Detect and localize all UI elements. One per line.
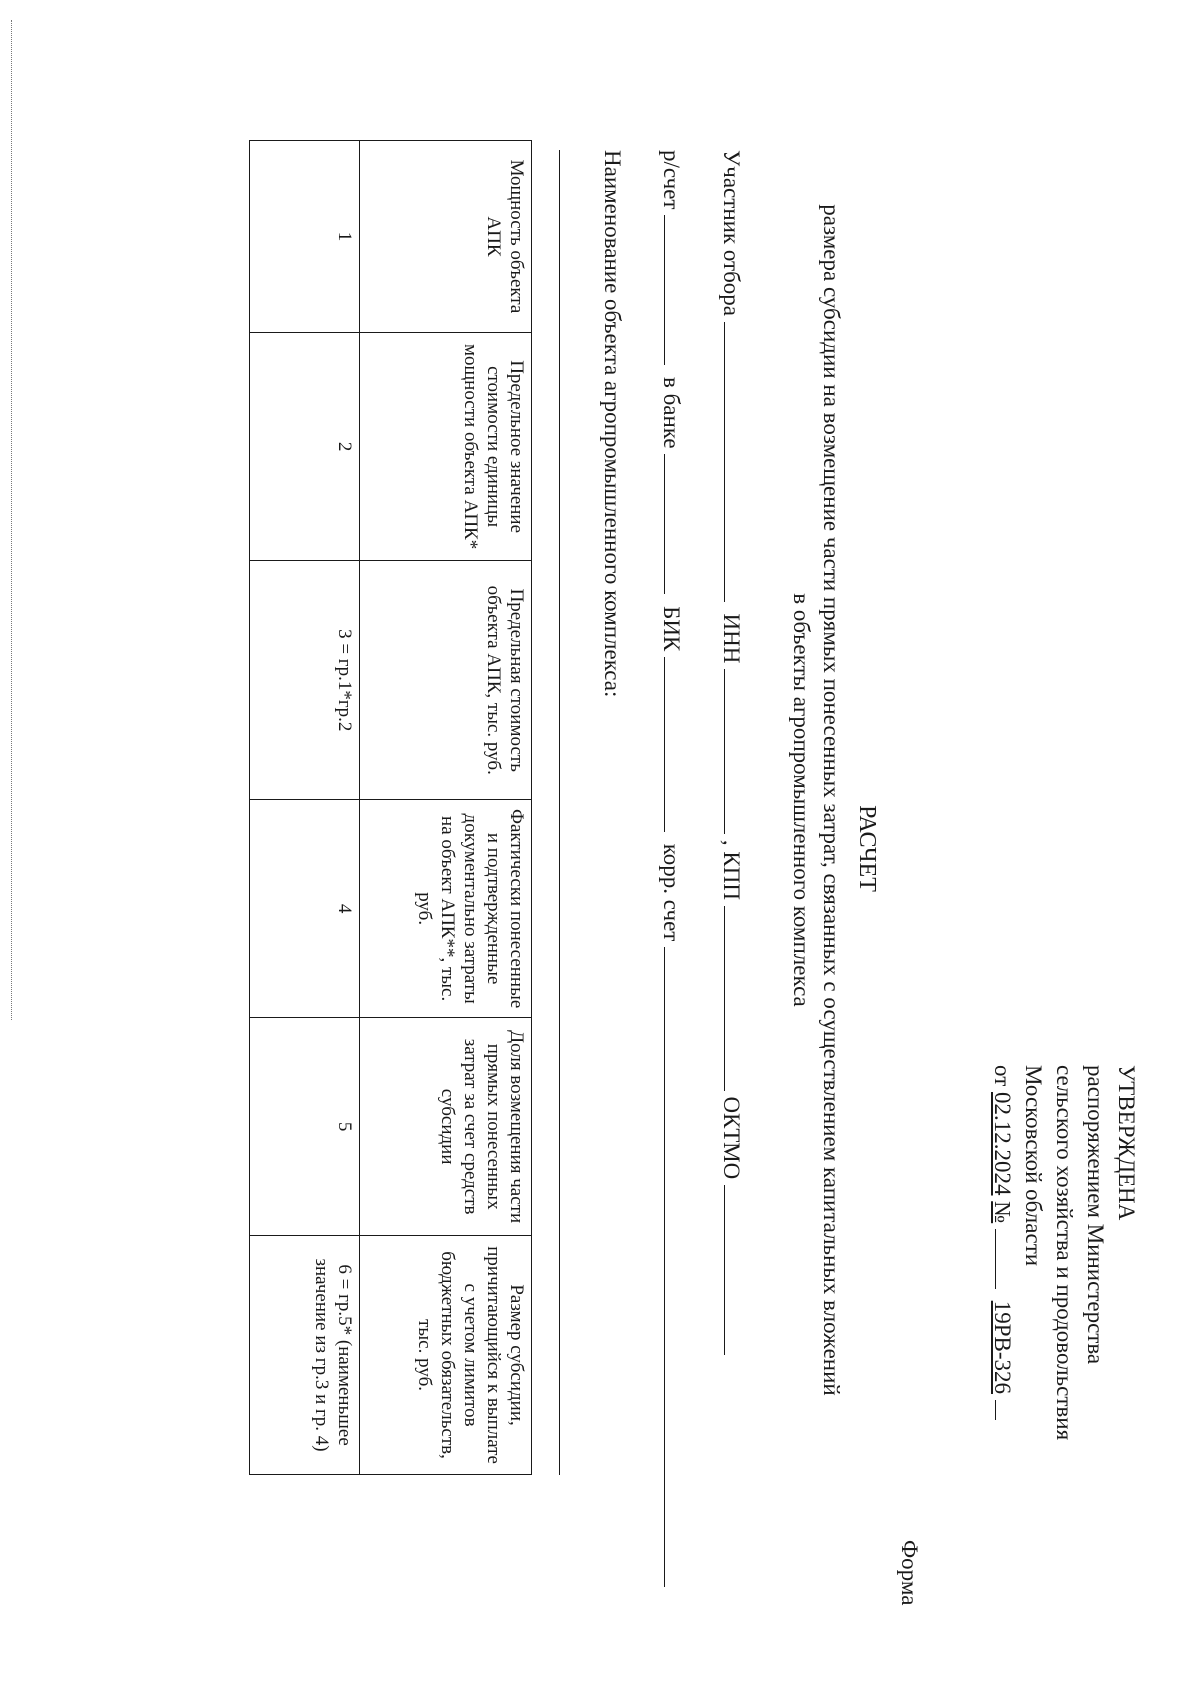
- bik-field[interactable]: [664, 657, 685, 832]
- table-row: [250, 141, 360, 1475]
- approval-block: [987, 1065, 1142, 1445]
- table-cell: 1: [250, 141, 360, 333]
- table-cell: 5: [250, 1018, 360, 1236]
- table-header-cell: Размер субсидии, причитающийся к выплате с учетом лимитов бюджетных обязательств, тыс. руб.: [360, 1236, 532, 1475]
- kpp-label: , КПП: [719, 839, 744, 900]
- approval-date: 02.12.2024: [990, 1092, 1015, 1196]
- document-subtitle-2: в объекты агропромышленного комплекса: [789, 593, 814, 1007]
- table-header-cell: Предельная стоимость объекта АПК, тыс. руб.: [360, 561, 532, 800]
- inn-field[interactable]: [724, 669, 745, 834]
- account-label: р/счет: [659, 150, 684, 210]
- approval-title: УТВЕРЖДЕНА: [1114, 1065, 1139, 1221]
- table-cell: 3 = гр.1*гр.2: [250, 561, 360, 800]
- oktmo-label: ОКТМО: [719, 1096, 744, 1180]
- account-field[interactable]: [664, 215, 685, 365]
- approval-line-2: распоряжением Министерства: [1083, 1065, 1108, 1365]
- table-header-cell: Доля возмещения части прямых понесенных затрат за счет средств субсидии: [360, 1018, 532, 1236]
- participant-row: [718, 150, 745, 1355]
- form-label: Форма: [897, 1540, 922, 1606]
- approval-line-4: Московской области: [1021, 1065, 1046, 1267]
- table-cell: 6 = гр.5* (наименьшее значение из гр.3 и гр. 4): [250, 1236, 360, 1475]
- document-subtitle-1: размера субсидии на возмещение части прямых понесенных затрат, связанных с осуществлением капитальных вложений: [819, 204, 844, 1396]
- number-blank: [995, 1229, 1016, 1289]
- table-header-cell: Фактически понесенные и подтвержденные документально затраты на объект АПК**, тыс. руб.: [360, 800, 532, 1018]
- bank-label: в банке: [659, 376, 684, 449]
- table-header-row: [360, 141, 532, 1475]
- bank-field[interactable]: [664, 454, 685, 594]
- calculation-table: [249, 140, 532, 1475]
- table-header-cell: Мощность объекта АПК: [360, 141, 532, 333]
- corr-field[interactable]: [664, 947, 685, 1587]
- inn-label: ИНН: [719, 613, 744, 664]
- approval-date-line: [987, 1065, 1018, 1445]
- bik-label: БИК: [659, 606, 684, 652]
- object-name-row: [599, 150, 625, 697]
- participant-field[interactable]: [724, 322, 745, 602]
- date-prefix: от: [990, 1065, 1015, 1087]
- approval-line-3: сельского хозяйства и продовольствия: [1052, 1065, 1077, 1441]
- object-name-line[interactable]: [559, 150, 560, 1475]
- kpp-field[interactable]: [724, 906, 745, 1091]
- participant-label: Участник отбора: [719, 150, 744, 317]
- number-trailing-blank: [995, 1400, 1016, 1420]
- object-name-label: Наименование объекта агропромышленного комплекса:: [600, 150, 625, 698]
- table-cell: 2: [250, 332, 360, 560]
- document-title: РАСЧЕТ: [854, 805, 880, 892]
- table-header-cell: Предельное значение стоимости единицы мощности объекта АПК*: [360, 332, 532, 560]
- scan-artifact-line: [11, 20, 12, 1020]
- table-cell: 4: [250, 800, 360, 1018]
- account-row: [658, 150, 685, 1587]
- approval-number: 19РВ-326: [990, 1300, 1015, 1394]
- number-sign: №: [990, 1201, 1015, 1224]
- oktmo-field[interactable]: [724, 1185, 745, 1355]
- corr-label: корр. счет: [659, 843, 684, 942]
